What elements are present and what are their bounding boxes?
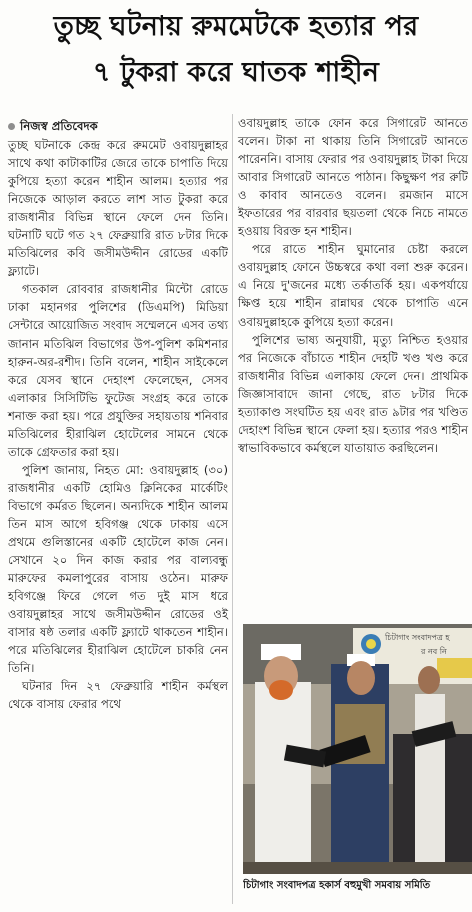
banner-text-2: র নব নি <box>421 647 447 656</box>
article-paragraph: পরে রাতে শাহীন ঘুমানোর চেষ্টা করলে ওবায়দুল্লাহ ফোনে উচ্চস্বরে কথা বলা শুরু করেন। এ নিয়ে দু'জনের মধ্যে তর্কাতর্কি হয়। একপর্যায়ে ক্ষিপ্ত হয়ে শাহীন রান্নাঘর থেকে চাপাতি এনে ওবায়দুল্লাহকে কুপিয়ে হত্যা করেন। <box>238 242 468 329</box>
headline <box>6 4 466 108</box>
headline-line-1: তুচ্ছ ঘটনায় রুমমেটকে হত্যার পর <box>53 11 419 42</box>
headline-line-2: ৭ টুকরা করে ঘাতক শাহীন <box>92 57 380 88</box>
article-column-left <box>8 118 228 714</box>
photo-caption: চিটাগাং সংবাদপত্র হকার্স বহুমুখী সমবায় সমিতি <box>243 880 431 891</box>
news-photo-illustration <box>243 624 472 874</box>
byline <box>8 118 228 134</box>
article-paragraph: গতকাল রোববার রাজধানীর মিন্টো রোডে ঢাকা মহানগর পুলিশের (ডিএমপি) মিডিয়া সেন্টারে আয়োজিত সংবাদ সম্মেলনে এসব তথ্য জানান মতিঝিল বিভাগের উপ-পুলিশ কমিশনার হারুন-অর-রশীদ। তিনি বলেন, শাহীন সাইকেলে করে যেসব স্থানে দেহাংশ ফেলেছেন, সেসব এলাকার সিসিটিভি ফুটেজ সংগ্রহ করে তাকে শনাক্ত করা হয়। পরে প্রযুক্তির সহায়তায় শনিবার মতিঝিলের হীরাঝিল হোটেলের সামনে থেকে তাকে গ্রেফতার করা হয়। <box>8 282 228 459</box>
banner-text: চিটাগাং সংবাদপত্র হ <box>385 633 450 642</box>
article-paragraph: পুলিশের ভাষ্য অনুযায়ী, মৃত্যু নিশ্চিত হওয়ার পর নিজেকে বাঁচাতে শাহীন দেহটি খণ্ড খণ্ড করে রাজধানীর বিভিন্ন এলাকায় ফেলে দেন। প্রাথমিক জিজ্ঞাসাবাদে জানা গেছে, রাত ৮টার দিকে হত্যাকাণ্ড সংঘটিত হয় এবং রাত ৯টার পর খণ্ডিত দেহাংশ বিভিন্ন স্থানে ফেলা হয়। হত্যার পরও শাহীন স্বাভাবিকভাবে কর্মস্থলে যাতায়াত করছিলেন। <box>238 332 468 455</box>
news-photo <box>243 624 472 874</box>
article-column-right <box>238 114 468 457</box>
article-paragraph: পুলিশ জানায়, নিহত মো: ওবায়দুল্লাহ (৩০) রাজধানীর একটি হোমিও ক্লিনিকের মার্কেটিং বিভাগে কর্মরত ছিলেন। অন্যদিকে শাহীন আলম তিন মাস আগে হবিগঞ্জ থেকে ঢাকায় এসে প্রথমে গুলিস্তানের একটি হোটেলে কাজ নেন। সেখানে ২০ দিন কাজ করার পর বাল্যবন্ধু মারুফের কমলাপুরের বাসায় ওঠেন। মারুফ হবিগঞ্জে ফিরে গেলে গত দুই মাস ধরে ওবায়দুল্লাহর সাথে জসীমউদ্দীন রোডের ওই বাসার ষষ্ঠ তলার একটি ফ্ল্যাটে থাকতেন শাহীন। পরে মতিঝিলের হীরাঝিল হোটেলে চাকরি নেন তিনি। <box>8 462 228 676</box>
byline-text: নিজস্ব প্রতিবেদক <box>20 119 98 133</box>
article-paragraph: তুচ্ছ ঘটনাকে কেন্দ্র করে রুমমেট ওবায়দুল্লাহর সাথে কথা কাটাকাটির জেরে তাকে চাপাতি দিয়ে কুপিয়ে হত্যা করেন শাহীন আলম। হত্যার পর নিজেকে আড়াল করতে লাশ সাত টুকরা করে রাজধানীর বিভিন্ন স্থানে ফেলে দেন তিনি। ঘটনাটি ঘটে গত ২৭ ফেব্রুয়ারি রাত ৮টার দিকে মতিঝিলের কবি জসীমউদ্দীন রোডের একটি ফ্ল্যাটে। <box>8 138 228 279</box>
column-divider <box>232 114 233 904</box>
bullet-icon <box>8 123 15 130</box>
article-paragraph: ঘটনার দিন ২৭ ফেব্রুয়ারি শাহীন কর্মস্থল থেকে বাসায় ফেরার পথে <box>8 679 228 712</box>
article-paragraph: ওবায়দুল্লাহ তাকে ফোন করে সিগারেট আনতে বলেন। টাকা না থাকায় তিনি সিগারেট আনতে পারেননি। বাসায় ফেরার পর ওবায়দুল্লাহ টাকা দিয়ে আবার সিগারেট আনতে পাঠান। কিছুক্ষণ পর রুটি ও কাবাব আনতেও বলেন। রমজান মাসে ইফতারের পর বারবার ছয়তলা থেকে নিচে নামতে হওয়ায় বিরক্ত হন শাহীন। <box>238 116 468 239</box>
